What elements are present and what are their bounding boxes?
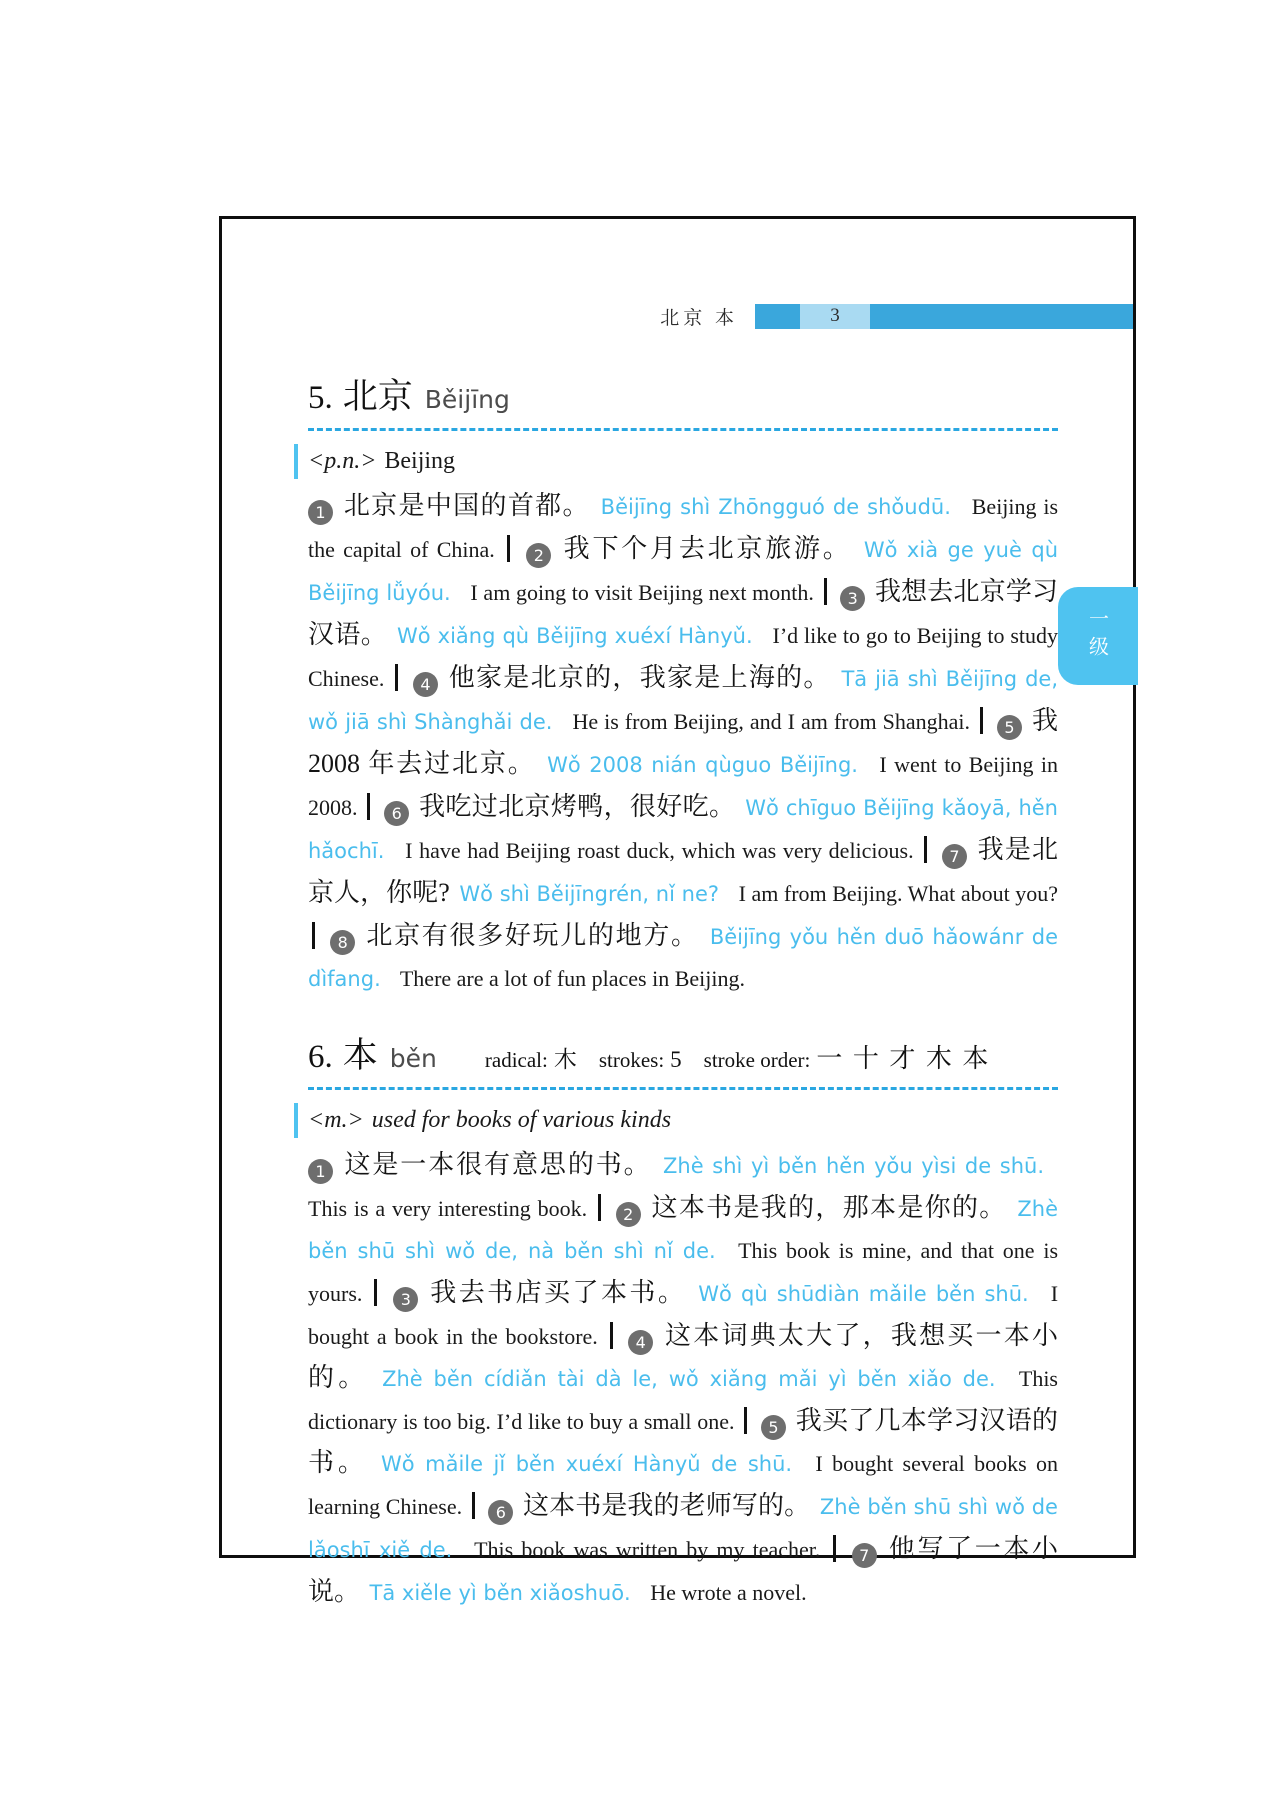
- english-translation: He wrote a novel.: [650, 1580, 807, 1605]
- english-translation: There are a lot of fun places in Beijing.: [399, 966, 746, 991]
- pinyin-sentence: Tā xiěle yì běn xiǎoshuō.: [369, 1581, 631, 1605]
- part-of-speech: <p.n.>: [308, 448, 377, 474]
- pos-definition-line: [294, 1103, 1058, 1138]
- strokes-value: 5: [670, 1047, 682, 1072]
- sentence-number-badge: 1: [308, 500, 333, 525]
- sentence-separator: [395, 664, 398, 691]
- strokes-label: strokes:: [598, 1048, 665, 1072]
- pinyin-sentence: Běijīng shì Zhōngguó de shǒudū.: [600, 495, 951, 519]
- chinese-sentence: 北京是中国的首都。: [343, 491, 590, 520]
- book-page: [219, 216, 1136, 1606]
- chinese-sentence: 这本书是我的，那本是你的。: [651, 1193, 1007, 1222]
- pinyin-sentence: Wǒ xiǎng qù Běijīng xuéxí Hànyǔ.: [396, 624, 753, 648]
- entry-number: 5.: [308, 380, 333, 416]
- sentence-separator: [312, 922, 315, 949]
- definition: Beijing: [384, 448, 456, 474]
- stroke-order-label: stroke order:: [703, 1048, 811, 1072]
- definition: used for books of various kinds: [371, 1107, 672, 1133]
- sentence-separator: [374, 1279, 377, 1306]
- chinese-sentence: 他写了一本小说。: [308, 1534, 1058, 1606]
- pos-definition-line: [294, 444, 1058, 479]
- entry-beijing: [308, 369, 1058, 1000]
- sentence-separator: [980, 707, 983, 734]
- sentence-separator: [507, 535, 510, 562]
- sentence-number-badge: 4: [413, 672, 438, 697]
- sentence-number-badge: 7: [942, 844, 967, 869]
- sentence-number-badge: 5: [761, 1415, 786, 1440]
- pinyin-sentence: Wǒ mǎile jǐ běn xuéxí Hànyǔ de shū.: [381, 1452, 793, 1476]
- pinyin-sentence: Wǒ 2008 nián qùguo Běijīng.: [547, 753, 858, 777]
- english-translation: This dictionary is too big. I’d like to buy a small one.: [308, 1366, 1058, 1434]
- sentence-separator: [924, 836, 927, 863]
- sentence-separator: [598, 1194, 601, 1221]
- english-translation: He is from Beijing, and I am from Shanghai.: [572, 709, 970, 734]
- headword-pinyin: Běijīng: [424, 385, 510, 414]
- pinyin-sentence: Zhè běn shū shì wǒ de lǎoshī xiě de.: [308, 1495, 1058, 1562]
- chinese-sentence: 这本词典太大了，我想买一本小的。: [308, 1321, 1058, 1392]
- radical-label: radical:: [484, 1048, 548, 1072]
- chinese-sentence: 我吃过北京烤鸭，很好吃。: [419, 792, 736, 821]
- sentence-number-badge: 7: [852, 1543, 877, 1568]
- running-head: [222, 303, 1133, 329]
- english-translation: Beijing is the capital of China.: [308, 494, 1059, 562]
- page-number-bar: [755, 304, 1133, 329]
- pinyin-sentence: Wǒ qù shūdiàn mǎile běn shū.: [698, 1282, 1029, 1306]
- chinese-sentence: 我是北京人，你呢?: [308, 835, 1059, 907]
- sentence-number-badge: 6: [488, 1500, 513, 1525]
- english-translation: I am going to visit Beijing next month.: [470, 580, 814, 605]
- english-translation: I’d like to go to Beijing to study Chinese.: [308, 623, 1058, 691]
- example-sentences: [308, 485, 1058, 1000]
- page-number: 3: [800, 304, 870, 329]
- pinyin-sentence: Zhè běn shū shì wǒ de, nà běn shì nǐ de.: [308, 1197, 1058, 1263]
- pinyin-sentence: Wǒ chīguo Běijīng kǎoyā, hěn hǎochī.: [308, 796, 1058, 863]
- level-tab: [1058, 587, 1138, 685]
- stroke-order-value: 一 十 才 木 本: [816, 1044, 991, 1073]
- chinese-sentence: 我想去北京学习汉语。: [308, 577, 1059, 649]
- english-translation: I have had Beijing roast duck, which was very delicious.: [405, 838, 914, 863]
- pinyin-sentence: Běijīng yǒu hěn duō hǎowánr de dìfang.: [308, 925, 1058, 991]
- sentence-separator: [833, 1535, 836, 1562]
- character-info: [463, 1038, 991, 1075]
- sentence-number-badge: 8: [330, 930, 355, 955]
- headword-pinyin: běn: [389, 1044, 437, 1073]
- english-translation: This book was written by my teacher.: [474, 1537, 821, 1562]
- entry-number: 6.: [308, 1039, 333, 1075]
- page-content: [308, 369, 1058, 1614]
- example-sentences: [308, 1144, 1058, 1614]
- chinese-sentence: 这本书是我的老师写的。: [522, 1491, 811, 1520]
- sentence-separator: [472, 1492, 475, 1519]
- running-head-title: 北京 本: [660, 307, 738, 329]
- pinyin-sentence: Tā jiā shì Běijīng de, wǒ jiā shì Shànghǎi de.: [308, 667, 1058, 734]
- chinese-sentence: 我 2008 年去过北京。: [308, 706, 1059, 778]
- part-of-speech: <m.>: [308, 1107, 364, 1133]
- chinese-sentence: 他家是北京的，我家是上海的。: [448, 663, 831, 692]
- sentence-number-badge: 5: [997, 715, 1022, 740]
- sentence-number-badge: 3: [840, 586, 865, 611]
- chinese-sentence: 北京有很多好玩儿的地方。: [366, 921, 699, 950]
- english-translation: This is a very interesting book.: [308, 1196, 588, 1221]
- sentence-number-badge: 6: [384, 801, 409, 826]
- sentence-number-badge: 2: [616, 1202, 641, 1227]
- headword: 本: [342, 1036, 378, 1075]
- sentence-separator: [824, 578, 827, 605]
- pinyin-sentence: Zhè shì yì běn hěn yǒu yìsi de shū.: [663, 1154, 1045, 1178]
- sentence-separator: [744, 1407, 747, 1434]
- headword: 北京: [342, 377, 413, 416]
- english-translation: I went to Beijing in 2008.: [308, 752, 1059, 820]
- page-bar-dark-segment: [870, 304, 1133, 329]
- chinese-sentence: 我去书店买了本书。: [430, 1278, 687, 1307]
- english-translation: I bought a book in the bookstore.: [308, 1281, 1059, 1349]
- entry-heading: [308, 369, 1058, 431]
- english-translation: This book is mine, and that one is yours.: [308, 1238, 1059, 1306]
- english-translation: I bought several books on learning Chinese.: [308, 1451, 1059, 1519]
- chinese-sentence: 我下个月去北京旅游。: [563, 534, 852, 563]
- pinyin-sentence: Zhè běn cídiǎn tài dà le, wǒ xiǎng mǎi yì běn xiǎo de.: [382, 1367, 996, 1391]
- pinyin-sentence: Wǒ xià ge yuè qù Běijīng lǚyóu.: [308, 538, 1059, 605]
- sentence-number-badge: 2: [526, 543, 551, 568]
- sentence-number-badge: 3: [393, 1287, 418, 1312]
- radical-value: 木: [553, 1047, 577, 1072]
- sentence-number-badge: 1: [308, 1159, 333, 1184]
- chinese-sentence: 我买了几本学习汉语的书。: [308, 1406, 1058, 1477]
- level-tab-label: 一级: [1085, 608, 1110, 664]
- page-bar-dark-segment: [755, 304, 800, 329]
- entry-ben: [308, 1028, 1058, 1614]
- sentence-number-badge: 4: [628, 1330, 653, 1355]
- english-translation: I am from Beijing. What about you?: [738, 881, 1059, 906]
- entry-heading: [308, 1028, 1058, 1090]
- chinese-sentence: 这是一本很有意思的书。: [344, 1150, 652, 1179]
- sentence-separator: [610, 1322, 613, 1349]
- pinyin-sentence: Wǒ shì Běijīngrén, nǐ ne?: [459, 882, 720, 906]
- sentence-separator: [367, 793, 370, 820]
